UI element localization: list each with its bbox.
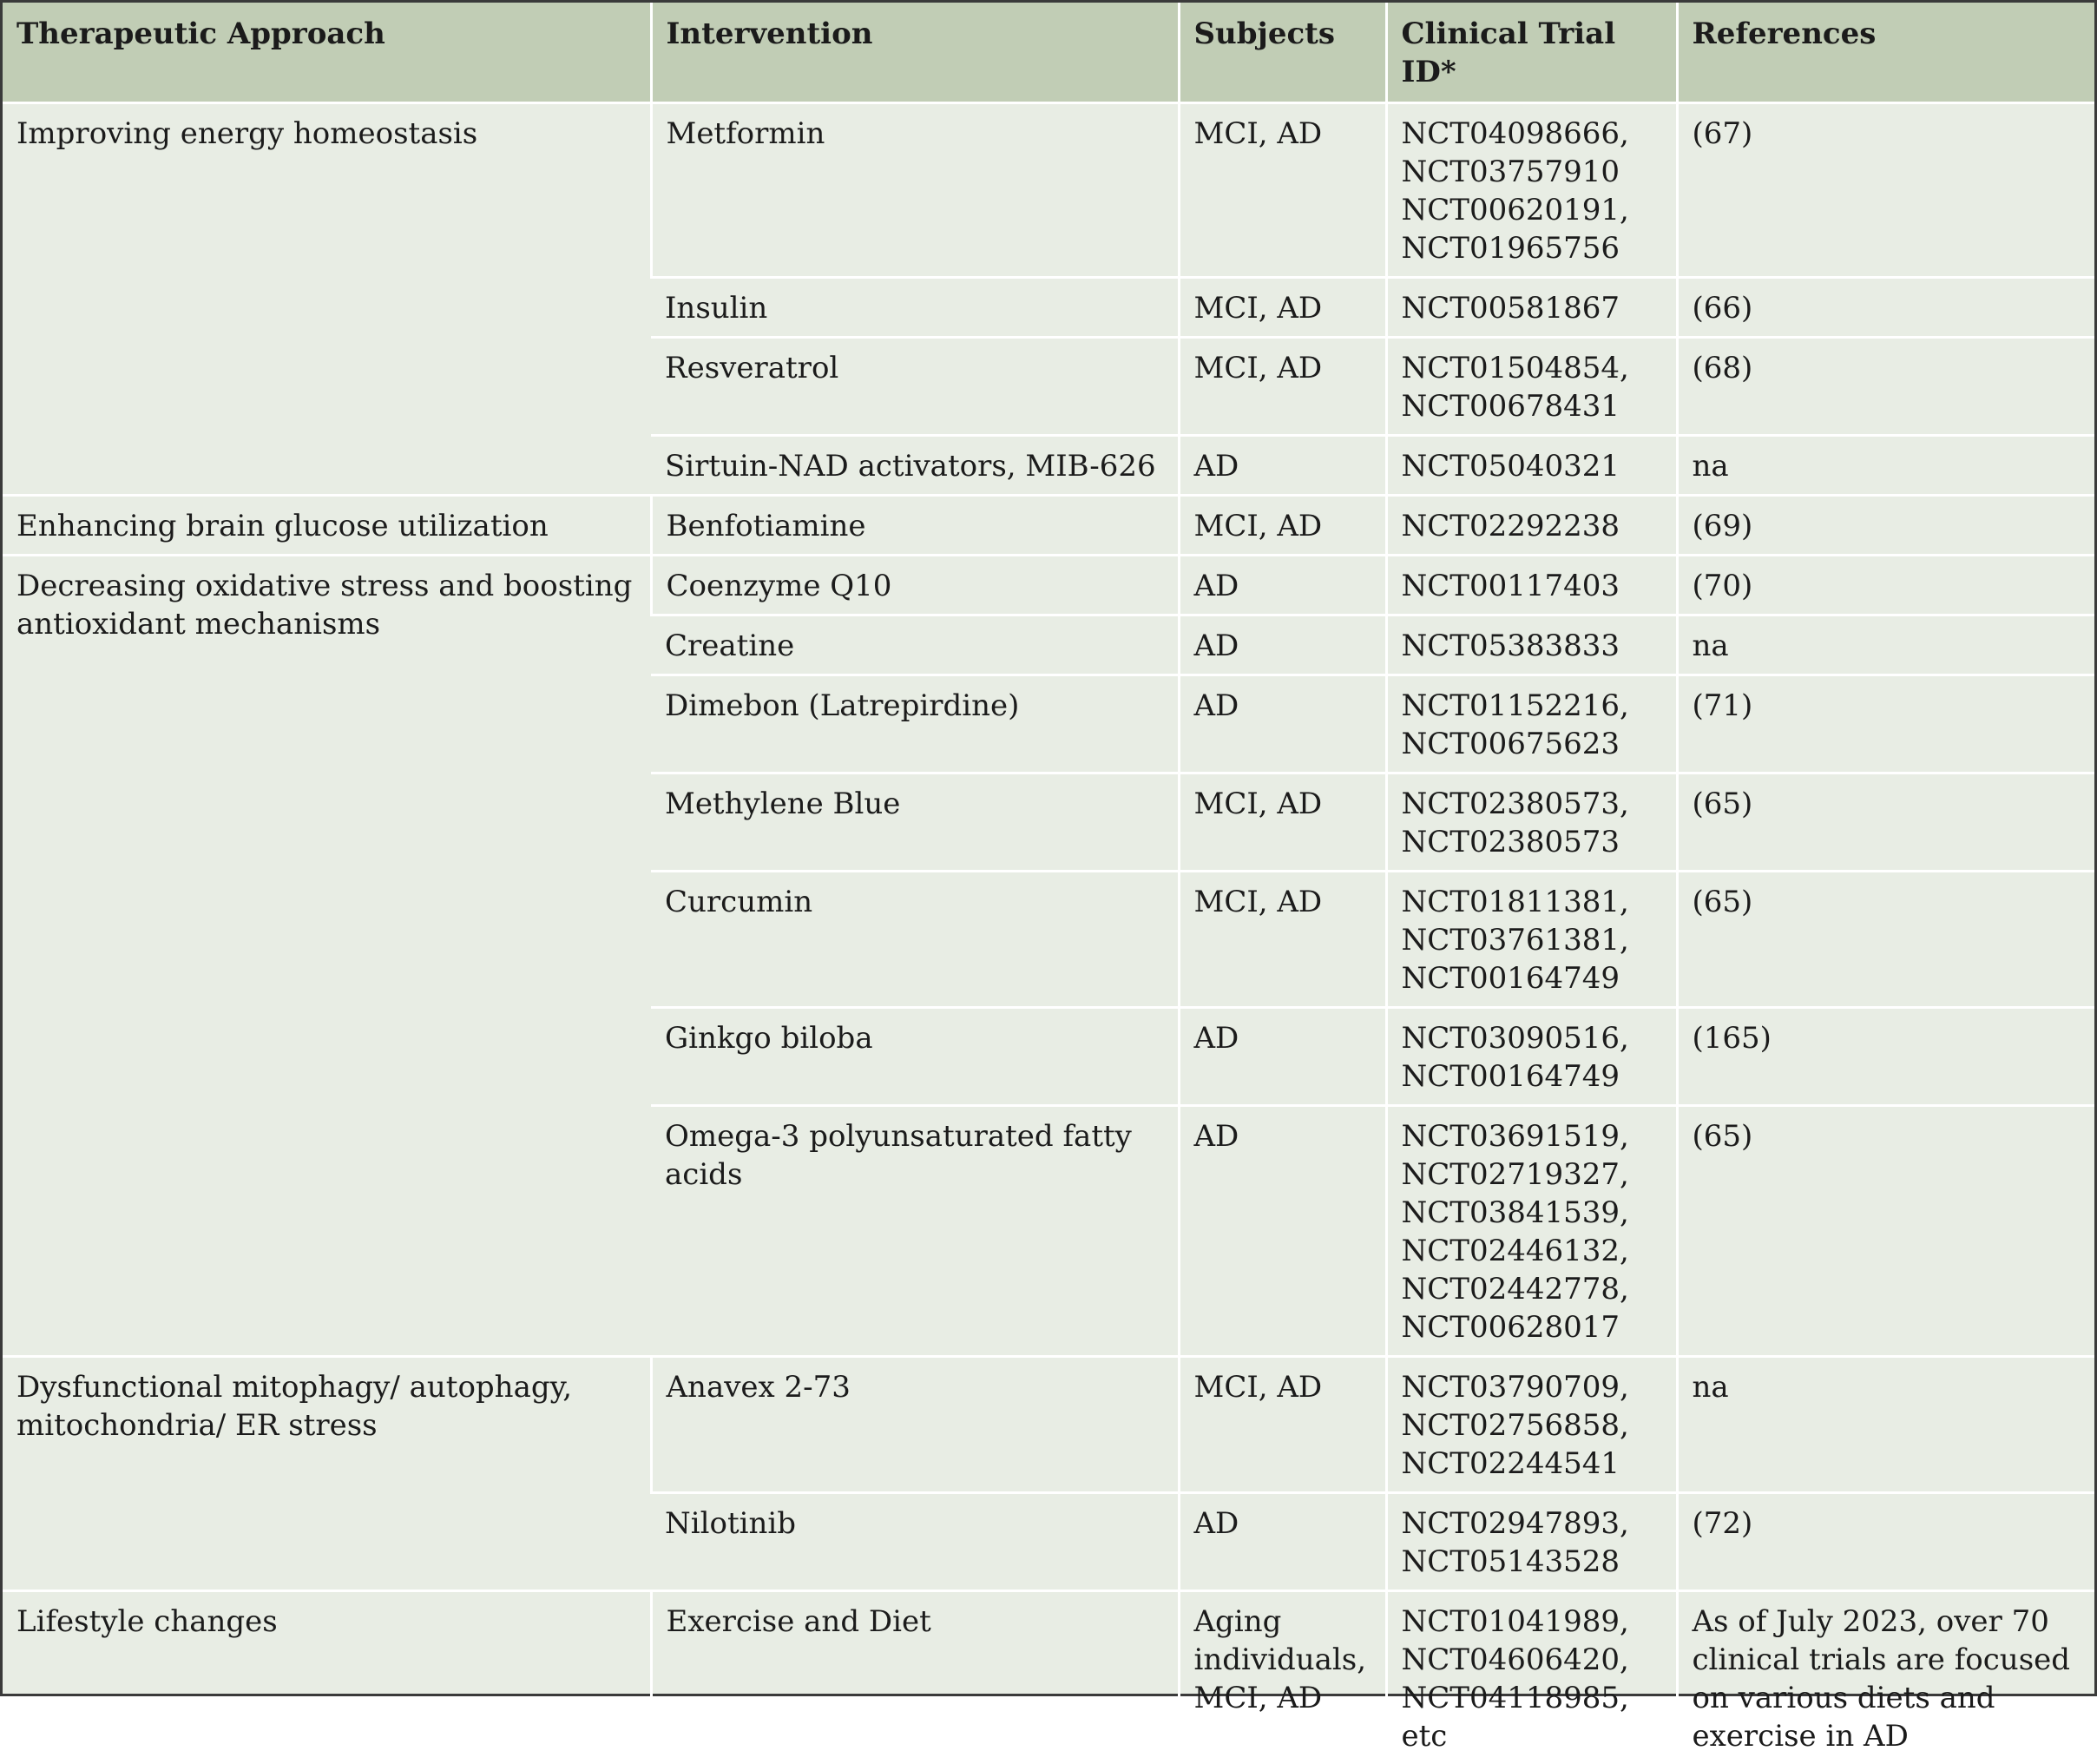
table-row — [3, 103, 2094, 278]
cell-subjects: AD — [1179, 556, 1386, 615]
cell-intervention: Exercise and Diet — [651, 1591, 1179, 1764]
cell-intervention: Benfotiamine — [651, 496, 1179, 556]
cell-subjects: MCI, AD — [1179, 103, 1386, 278]
cell-clinical-trial-ids — [1386, 338, 1677, 436]
cell-references: na — [1677, 1357, 2094, 1493]
cell-references: (69) — [1677, 496, 2094, 556]
trial-id: NCT02380573, — [1402, 785, 1662, 823]
trial-id: NCT00678431 — [1402, 387, 1662, 425]
cell-references: na — [1677, 436, 2094, 496]
cell-therapeutic-approach: Decreasing oxidative stress and boosting antioxidant mechanisms — [3, 556, 651, 1357]
trial-id: NCT02446132, — [1402, 1232, 1662, 1270]
cell-clinical-trial-ids — [1386, 278, 1677, 338]
table-row — [3, 496, 2094, 556]
header-therapeutic-approach: Therapeutic Approach — [3, 3, 651, 103]
table-header — [3, 3, 2094, 103]
cell-clinical-trial-ids — [1386, 615, 1677, 675]
trial-id: NCT04606420, — [1402, 1641, 1662, 1679]
header-intervention: Intervention — [651, 3, 1179, 103]
header-clinical-trial-id: Clinical Trial ID* — [1386, 3, 1677, 103]
trial-id: NCT01965756 — [1402, 229, 1662, 267]
cell-therapeutic-approach: Enhancing brain glucose utilization — [3, 496, 651, 556]
trial-id: NCT02947893, — [1402, 1504, 1662, 1543]
trial-id: NCT02442778, — [1402, 1270, 1662, 1308]
cell-intervention: Anavex 2-73 — [651, 1357, 1179, 1493]
cell-references: (66) — [1677, 278, 2094, 338]
trial-id: NCT00164749 — [1402, 1057, 1662, 1096]
cell-subjects: AD — [1179, 1106, 1386, 1357]
trial-id: NCT03761381, — [1402, 921, 1662, 959]
cell-intervention: Creatine — [651, 615, 1179, 675]
cell-clinical-trial-ids — [1386, 675, 1677, 773]
cell-intervention: Dimebon (Latrepirdine) — [651, 675, 1179, 773]
cell-subjects: MCI, AD — [1179, 338, 1386, 436]
cell-references: (165) — [1677, 1008, 2094, 1106]
trial-id: NCT02244541 — [1402, 1445, 1662, 1483]
cell-clinical-trial-ids — [1386, 1591, 1677, 1764]
cell-clinical-trial-ids — [1386, 556, 1677, 615]
cell-references: (67) — [1677, 103, 2094, 278]
cell-therapeutic-approach: Lifestyle changes — [3, 1591, 651, 1764]
cell-intervention: Nilotinib — [651, 1493, 1179, 1591]
trial-id: NCT02719327, — [1402, 1155, 1662, 1194]
trial-id: NCT02756858, — [1402, 1406, 1662, 1445]
cell-intervention: Coenzyme Q10 — [651, 556, 1179, 615]
cell-intervention: Curcumin — [651, 872, 1179, 1008]
trial-id: NCT02380573 — [1402, 823, 1662, 861]
trial-id: NCT00620191, — [1402, 191, 1662, 229]
cell-references: (72) — [1677, 1493, 2094, 1591]
cell-subjects: MCI, AD — [1179, 872, 1386, 1008]
trial-id: NCT03757910 — [1402, 153, 1662, 191]
cell-references: na — [1677, 615, 2094, 675]
trial-id: NCT01504854, — [1402, 349, 1662, 387]
cell-subjects: MCI, AD — [1179, 496, 1386, 556]
cell-clinical-trial-ids — [1386, 773, 1677, 872]
trial-id: NCT02292238 — [1402, 507, 1662, 545]
cell-subjects: MCI, AD — [1179, 278, 1386, 338]
cell-references: (70) — [1677, 556, 2094, 615]
cell-references: (65) — [1677, 872, 2094, 1008]
trial-id: NCT01152216, — [1402, 687, 1662, 725]
cell-therapeutic-approach: Dysfunctional mitophagy/ autophagy, mitochondria/ ER stress — [3, 1357, 651, 1591]
cell-clinical-trial-ids — [1386, 872, 1677, 1008]
trial-id: NCT00675623 — [1402, 725, 1662, 763]
cell-clinical-trial-ids — [1386, 436, 1677, 496]
cell-subjects: MCI, AD — [1179, 773, 1386, 872]
cell-clinical-trial-ids — [1386, 103, 1677, 278]
cell-clinical-trial-ids — [1386, 1008, 1677, 1106]
cell-clinical-trial-ids — [1386, 496, 1677, 556]
cell-references: As of July 2023, over 70 clinical trials are focused on various diets and exercise in AD — [1677, 1591, 2094, 1764]
cell-intervention: Metformin — [651, 103, 1179, 278]
header-subjects: Subjects — [1179, 3, 1386, 103]
table-row — [3, 1357, 2094, 1493]
cell-intervention: Ginkgo biloba — [651, 1008, 1179, 1106]
trial-id: NCT03691519, — [1402, 1117, 1662, 1155]
cell-references: (65) — [1677, 773, 2094, 872]
cell-subjects: AD — [1179, 1008, 1386, 1106]
trial-id: NCT05040321 — [1402, 447, 1662, 485]
trial-id: NCT04118985, etc — [1402, 1679, 1662, 1755]
cell-references: (65) — [1677, 1106, 2094, 1357]
trial-id: NCT03841539, — [1402, 1194, 1662, 1232]
cell-intervention: Omega-3 polyunsaturated fatty acids — [651, 1106, 1179, 1357]
cell-subjects: Aging individuals, MCI, AD — [1179, 1591, 1386, 1764]
header-row — [3, 3, 2094, 103]
trial-id: NCT00628017 — [1402, 1308, 1662, 1346]
clinical-trials-table — [3, 3, 2094, 1764]
trial-id: NCT00164749 — [1402, 959, 1662, 997]
cell-references: (68) — [1677, 338, 2094, 436]
table-body — [3, 103, 2094, 1764]
cell-intervention: Methylene Blue — [651, 773, 1179, 872]
trial-id: NCT01811381, — [1402, 883, 1662, 921]
cell-subjects: MCI, AD — [1179, 1357, 1386, 1493]
trial-id: NCT00581867 — [1402, 289, 1662, 327]
table-row — [3, 556, 2094, 615]
trial-id: NCT03090516, — [1402, 1019, 1662, 1057]
cell-clinical-trial-ids — [1386, 1493, 1677, 1591]
cell-intervention: Sirtuin-NAD activators, MIB-626 — [651, 436, 1179, 496]
cell-subjects: AD — [1179, 1493, 1386, 1591]
cell-intervention: Resveratrol — [651, 338, 1179, 436]
cell-subjects: AD — [1179, 615, 1386, 675]
trial-id: NCT01041989, — [1402, 1603, 1662, 1641]
cell-subjects: AD — [1179, 436, 1386, 496]
cell-clinical-trial-ids — [1386, 1106, 1677, 1357]
trial-id: NCT05143528 — [1402, 1543, 1662, 1581]
cell-subjects: AD — [1179, 675, 1386, 773]
trial-id: NCT04098666, — [1402, 115, 1662, 153]
cell-clinical-trial-ids — [1386, 1357, 1677, 1493]
cell-references: (71) — [1677, 675, 2094, 773]
table-row — [3, 1591, 2094, 1764]
cell-intervention: Insulin — [651, 278, 1179, 338]
trial-id: NCT05383833 — [1402, 627, 1662, 665]
trial-id: NCT00117403 — [1402, 567, 1662, 605]
trial-id: NCT03790709, — [1402, 1368, 1662, 1406]
header-references: References — [1677, 3, 2094, 103]
cell-therapeutic-approach: Improving energy homeostasis — [3, 103, 651, 496]
